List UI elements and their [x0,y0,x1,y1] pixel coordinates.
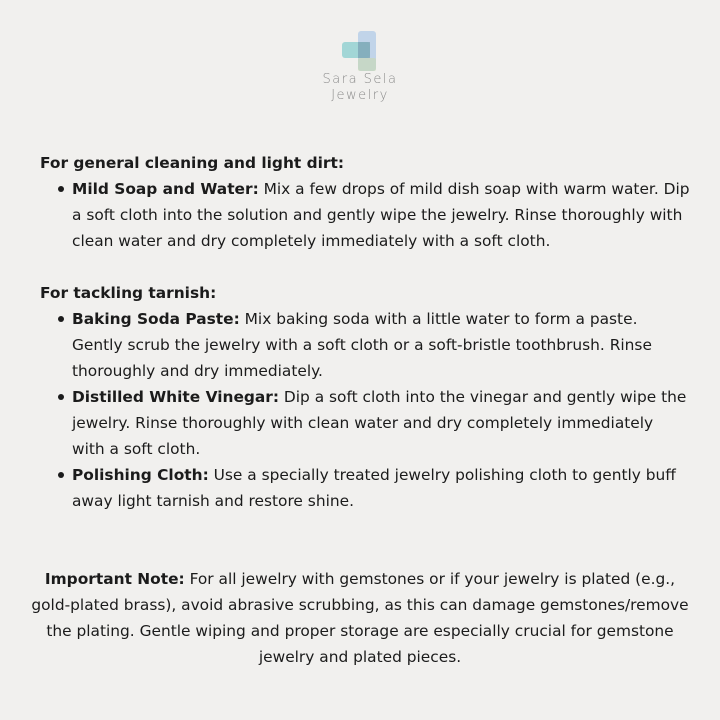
term-vinegar: Distilled White Vinegar: [72,388,280,406]
brand-logo [0,30,720,104]
list-item-baking-soda [72,306,690,384]
text-vinegar: Dip a soft cloth into the vinegar and gently wipe the jewelry. Rinse thoroughly with clean water and dry completely immediately with a soft cloth. [72,388,687,458]
list-item-vinegar [72,384,690,462]
brand-name-line1: Sara Sela [322,72,398,87]
brand-name-line2: Jewelry [331,88,389,103]
important-note [30,566,690,670]
list-tarnish [40,306,690,514]
term-baking-soda: Baking Soda Paste: [72,310,240,328]
term-mild-soap: Mild Soap and Water: [72,180,259,198]
list-general-cleaning [40,176,690,254]
cleaning-instructions [40,150,690,514]
list-item-mild-soap [72,176,690,254]
section-title-general-cleaning: For general cleaning and light dirt: [40,154,345,172]
section-title-tarnish: For tackling tarnish: [40,284,217,302]
text-baking-soda: Mix baking soda with a little water to form a paste. Gently scrub the jewelry with a soft cloth or a soft-bristle toothbrush. Rinse thoroughly and dry immediately. [72,310,652,380]
important-note-label: Important Note: [44,570,185,588]
overlapping-squares-logo-icon [340,30,380,72]
text-polishing-cloth: Use a specially treated jewelry polishing cloth to gently buff away light tarnish and restore shine. [72,466,676,510]
text-mild-soap: Mix a few drops of mild dish soap with warm water. Dip a soft cloth into the solution and gently wipe the jewelry. Rinse thoroughly with clean water and dry completely immediately with a soft cloth. [72,180,690,250]
term-polishing-cloth: Polishing Cloth: [72,466,209,484]
list-item-polishing-cloth [72,462,690,514]
important-note-text: For all jewelry with gemstones or if your jewelry is plated (e.g., gold-plated brass), avoid abrasive scrubbing, as this can damage gemstones/remove the plating. Gentle wiping and proper storage are especially crucial for gemstone jewelry and plated pieces. [31,570,689,666]
